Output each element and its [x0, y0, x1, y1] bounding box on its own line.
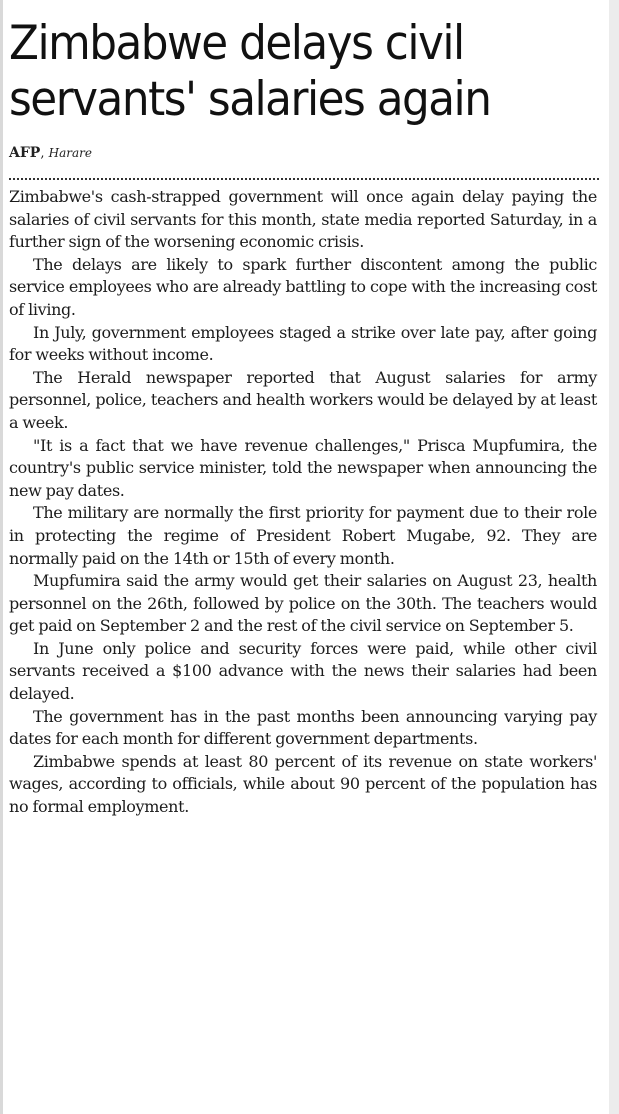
dotted-divider [9, 178, 599, 180]
paragraph-2: The delays are likely to spark further discontent among the public service employees who are already battling to cope with the increasing cost of living. [9, 254, 597, 319]
paragraph-5: "It is a fact that we have revenue challenges," Prisca Mupfumira, the country's public service minister, told the newspaper when announcing the new pay dates. [9, 435, 597, 500]
paragraph-10: Zimbabwe spends at least 80 percent of its revenue on state workers' wages, according to officials, while about 90 percent of the population has no formal employment. [9, 751, 597, 817]
article-body [9, 186, 597, 819]
headline-line-1: Zimbabwe delays civil [9, 16, 464, 71]
byline-separator: , [40, 146, 49, 161]
paragraph-6: The military are normally the first priority for payment due to their role in protecting the regime of President Robert Mugabe, 92. They are normally paid on the 14th or 15th of every month. [9, 503, 597, 568]
scan-edge-left [0, 0, 3, 1114]
byline-agency: AFP [9, 145, 41, 161]
headline [9, 16, 563, 128]
paragraph-3: In July, government employees staged a strike over late pay, after going for weeks without income. [9, 322, 597, 365]
paragraph-9: The government has in the past months been announcing varying pay dates for each month for different government departments. [9, 706, 597, 749]
paragraph-4: The Herald newspaper reported that August salaries for army personnel, police, teachers and health workers would be delayed by at least a week. [9, 367, 597, 432]
paragraph-8: In June only police and security forces were paid, while other civil servants received a $100 advance with the news their salaries had been delayed. [9, 638, 597, 704]
scan-edge-right [609, 0, 619, 1114]
headline-line-2: servants' salaries again [9, 72, 491, 127]
paragraph-7: Mupfumira said the army would get their salaries on August 23, health personnel on the 26th, followed by police on the 30th. The teachers would get paid on September 2 and the rest of the civil service on September 5. [9, 571, 597, 636]
paragraph-1: Zimbabwe's cash-strapped government will once again delay paying the salaries of civil servants for this month, state media reported Saturday, in a further sign of the worsening economic crisis. [9, 187, 597, 252]
byline-place: Harare [48, 146, 92, 160]
byline [9, 145, 605, 162]
